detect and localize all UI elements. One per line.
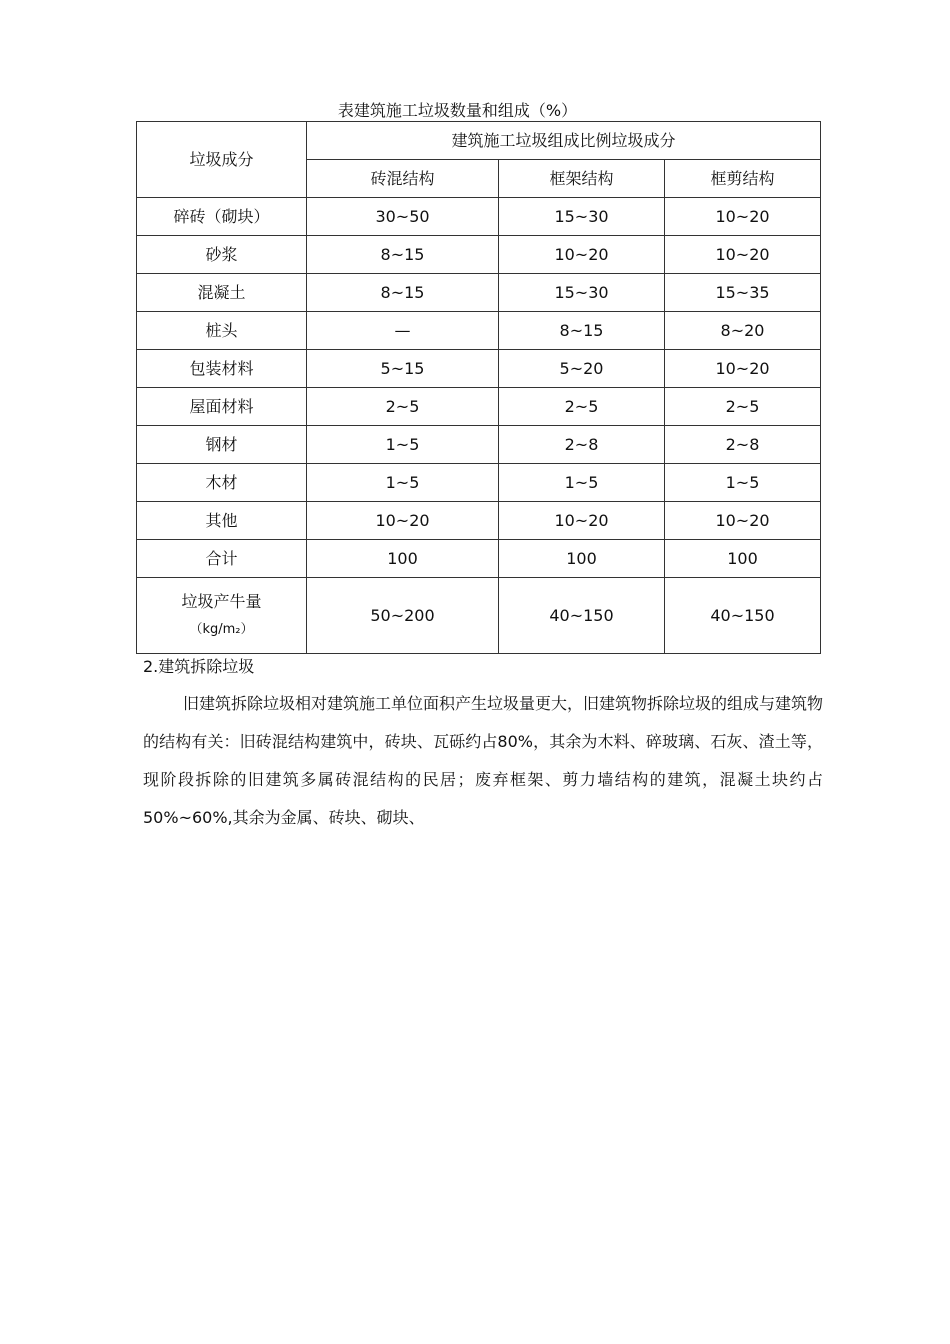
table-cell: 100: [665, 540, 821, 578]
table-cell: 5~20: [499, 350, 665, 388]
table-cell: 10~20: [665, 350, 821, 388]
yield-label: 垃圾产牛量: [181, 591, 262, 611]
row-label: 其他: [137, 502, 307, 540]
table-row: [137, 198, 821, 236]
table-cell: 2~5: [307, 388, 499, 426]
table-cell: 1~5: [307, 464, 499, 502]
yield-label-cell: [137, 578, 307, 654]
group-header-cell: 建筑施工垃圾组成比例垃圾成分: [307, 122, 821, 160]
table-cell: 1~5: [499, 464, 665, 502]
table-cell: 10~20: [307, 502, 499, 540]
table-cell: 5~15: [307, 350, 499, 388]
table-row: [137, 464, 821, 502]
row-label: 合计: [137, 540, 307, 578]
row-label: 碎砖（砌块）: [137, 198, 307, 236]
table-row: [137, 236, 821, 274]
table-row: [137, 502, 821, 540]
table-cell: 10~20: [665, 502, 821, 540]
row-label: 砂浆: [137, 236, 307, 274]
row-label: 屋面材料: [137, 388, 307, 426]
table-row-total: [137, 540, 821, 578]
table-caption: 表建筑施工垃圾数量和组成（%）: [337, 101, 578, 120]
table-row-yield: [137, 578, 821, 654]
table-cell: 15~35: [665, 274, 821, 312]
row-label: 桩头: [137, 312, 307, 350]
table-cell: 8~15: [499, 312, 665, 350]
row-label: 混凝土: [137, 274, 307, 312]
table-cell: 30~50: [307, 198, 499, 236]
table-cell: 1~5: [665, 464, 821, 502]
table-cell: 2~5: [499, 388, 665, 426]
row-label: 木材: [137, 464, 307, 502]
table-cell: 10~20: [499, 502, 665, 540]
table-row: [137, 388, 821, 426]
table-cell: 8~20: [665, 312, 821, 350]
table-cell: 10~20: [665, 236, 821, 274]
table-cell: 10~20: [499, 236, 665, 274]
table-cell: 15~30: [499, 274, 665, 312]
table-cell: 8~15: [307, 236, 499, 274]
table-row: [137, 274, 821, 312]
body-paragraph: 旧建筑拆除垃圾相对建筑施工单位面积产生垃圾量更大，旧建筑物拆除垃圾的组成与建筑物的结构有关：旧砖混结构建筑中，砖块、瓦砾约占80%，其余为木料、碎玻璃、石灰、渣土等，现阶段拆除的旧建筑多属砖混结构的民居；废弃框架、剪力墙结构的建筑，混凝土块约占50%~60%,其余为金属、砖块、砌块、: [143, 694, 824, 827]
table-cell: 100: [499, 540, 665, 578]
table-header-row: [137, 122, 821, 160]
table-cell: 2~8: [499, 426, 665, 464]
row-label: 包装材料: [137, 350, 307, 388]
column-header-frame: 框架结构: [499, 160, 665, 198]
table-row: [137, 312, 821, 350]
column-header-masonry: 砖混结构: [307, 160, 499, 198]
table-cell: 8~15: [307, 274, 499, 312]
table-cell: 2~5: [665, 388, 821, 426]
table-cell: 40~150: [499, 578, 665, 654]
row-label: 钢材: [137, 426, 307, 464]
table-cell: 2~8: [665, 426, 821, 464]
waste-composition-table: [136, 121, 821, 654]
table-cell: 40~150: [665, 578, 821, 654]
table-cell: 10~20: [665, 198, 821, 236]
table-row: [137, 426, 821, 464]
table-cell: 1~5: [307, 426, 499, 464]
column-header-frame-shear: 框剪结构: [665, 160, 821, 198]
section-heading: 2.建筑拆除垃圾: [143, 657, 255, 676]
yield-unit: （kg/m₂）: [189, 621, 254, 637]
row-header-cell: 垃圾成分: [137, 122, 307, 198]
table-cell: 100: [307, 540, 499, 578]
table-cell: 50~200: [307, 578, 499, 654]
table-row: [137, 350, 821, 388]
table-cell: 15~30: [499, 198, 665, 236]
table-cell: —: [307, 312, 499, 350]
